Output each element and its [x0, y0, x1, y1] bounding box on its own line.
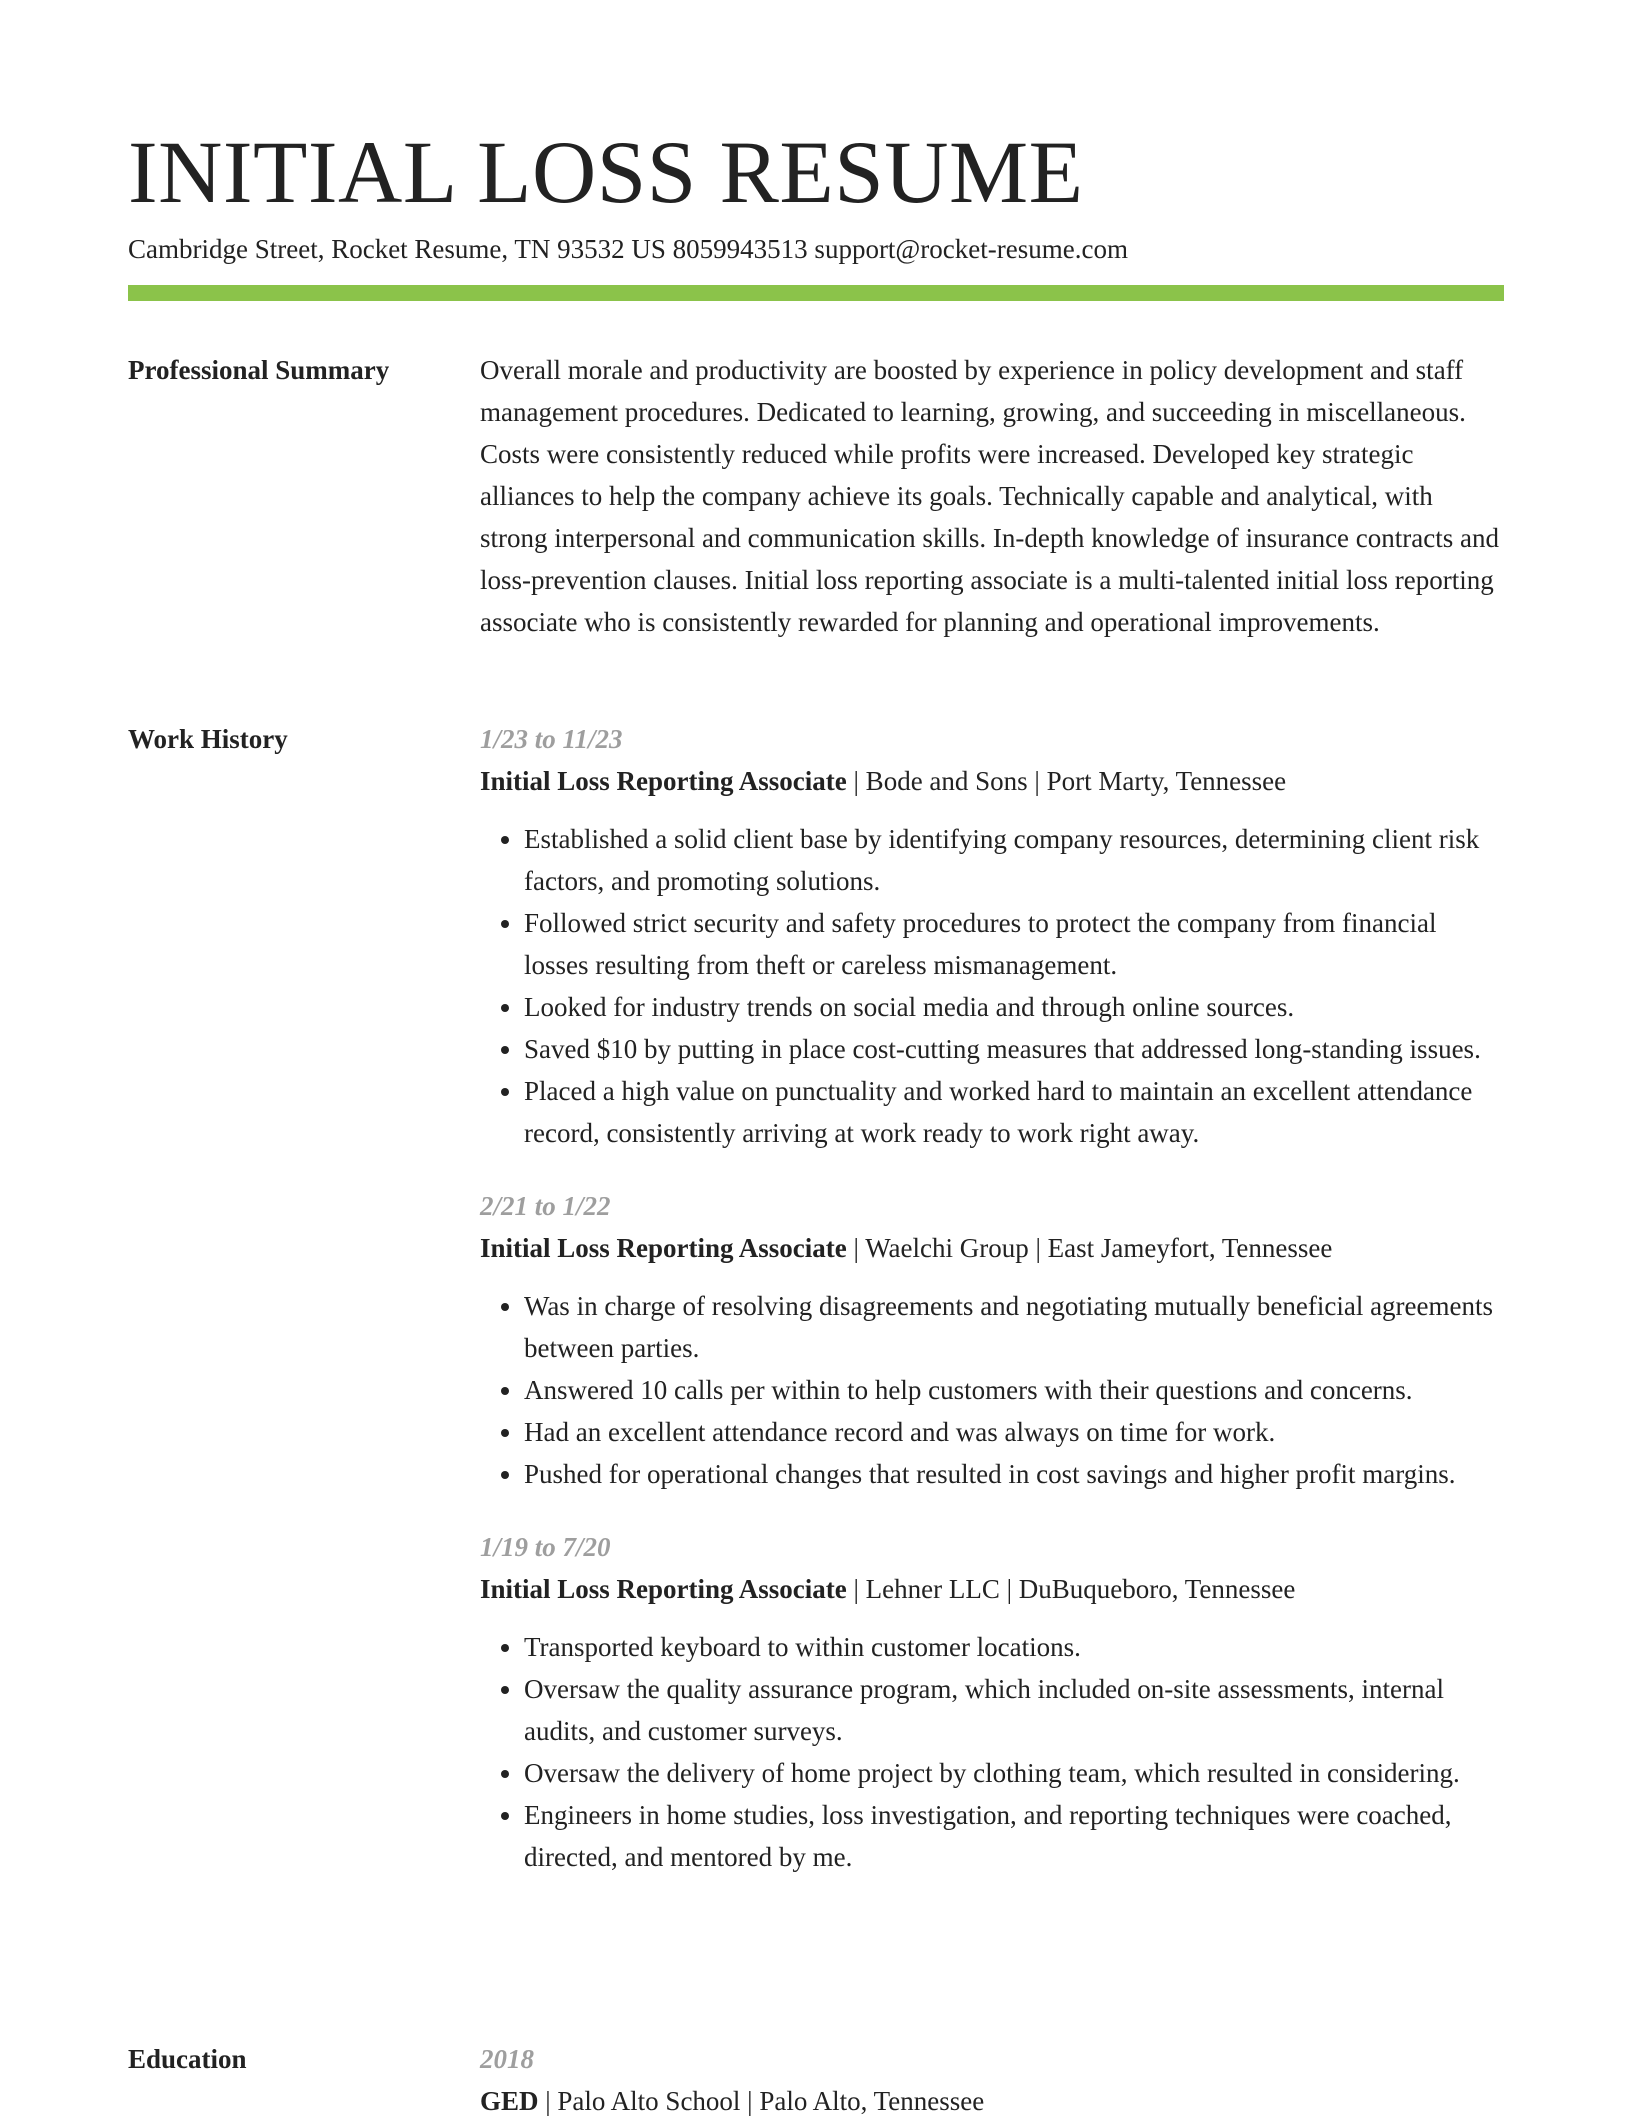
- education-dates: 2018: [480, 2044, 534, 2074]
- section-title-work-history: Work History: [128, 724, 288, 754]
- job-bullet: • Pushed for operational changes that resulted in cost savings and higher profit margins.: [524, 1453, 1504, 1495]
- resume-title: INITIAL LOSS RESUME: [128, 124, 1084, 222]
- contact-line: Cambridge Street, Rocket Resume, TN 93532 US 8059943513 support@rocket-resume.com: [128, 234, 1128, 264]
- job-bullet: • Oversaw the quality assurance program, which included on-site assessments, internal audits, and customer surveys.: [524, 1668, 1504, 1752]
- job-details: | Waelchi Group | East Jameyfort, Tennessee: [846, 1233, 1333, 1263]
- job-details: | Lehner LLC | DuBuqueboro, Tennessee: [846, 1574, 1296, 1604]
- education-details: | Palo Alto School | Palo Alto, Tennessee: [538, 2086, 985, 2116]
- job-bullet: • Answered 10 calls per within to help customers with their questions and concerns.: [524, 1369, 1504, 1411]
- job-details: | Bode and Sons | Port Marty, Tennessee: [846, 766, 1287, 796]
- job-entry: [480, 718, 1504, 1154]
- job-entry: [480, 1526, 1504, 1878]
- job-bullet: • Had an excellent attendance record and was always on time for work.: [524, 1411, 1504, 1453]
- summary-text: Overall morale and productivity are boosted by experience in policy development and staff management procedures. Dedicated to learning, growing, and succeeding in miscellaneous. Costs were consistently reduced while profits were increased. Developed key strategic alliances to help the company achieve its goals. Technically capable and analytical, with strong interpersonal and communication skills. In-depth knowledge of insurance contracts and loss-prevention clauses. Initial loss reporting associate is a multi-talented initial loss reporting associate who is consistently rewarded for planning and operational improvements.: [480, 355, 1499, 637]
- section-title-summary: Professional Summary: [128, 355, 390, 385]
- job-bullets: [480, 818, 1504, 1154]
- job-bullet: • Engineers in home studies, loss investigation, and reporting techniques were coached, directed, and mentored by me.: [524, 1794, 1504, 1878]
- job-bullets: [480, 1285, 1504, 1495]
- section-title-education: Education: [128, 2044, 247, 2074]
- work-history-body: [480, 718, 1504, 1878]
- header-divider: [128, 285, 1504, 301]
- job-entry: [480, 1185, 1504, 1495]
- job-dates: 1/19 to 7/20: [480, 1532, 611, 1562]
- job-bullet: • Looked for industry trends on social media and through online sources.: [524, 986, 1504, 1028]
- summary-body: [480, 349, 1504, 643]
- education-body: [480, 2038, 1504, 2122]
- job-role: Initial Loss Reporting Associate: [480, 1233, 847, 1263]
- job-dates: 2/21 to 1/22: [480, 1191, 611, 1221]
- job-bullet: • Followed strict security and safety procedures to protect the company from financial losses resulting from theft or careless mismanagement.: [524, 902, 1504, 986]
- job-bullet: • Placed a high value on punctuality and worked hard to maintain an excellent attendance record, consistently arriving at work ready to work right away.: [524, 1070, 1504, 1154]
- job-bullet: • Transported keyboard to within customer locations.: [524, 1626, 1504, 1668]
- job-heading: [480, 760, 1504, 802]
- job-heading: [480, 1568, 1504, 1610]
- job-role: Initial Loss Reporting Associate: [480, 1574, 847, 1604]
- job-bullet: • Was in charge of resolving disagreements and negotiating mutually beneficial agreements between parties.: [524, 1285, 1504, 1369]
- education-heading: [480, 2080, 1504, 2122]
- job-bullets: [480, 1626, 1504, 1878]
- job-bullet: • Oversaw the delivery of home project by clothing team, which resulted in considering.: [524, 1752, 1504, 1794]
- job-bullet: • Saved $10 by putting in place cost-cutting measures that addressed long-standing issues.: [524, 1028, 1504, 1070]
- job-dates: 1/23 to 11/23: [480, 724, 623, 754]
- job-heading: [480, 1227, 1504, 1269]
- education-degree: GED: [480, 2086, 539, 2116]
- job-role: Initial Loss Reporting Associate: [480, 766, 847, 796]
- job-bullet: • Established a solid client base by identifying company resources, determining client risk factors, and promoting solutions.: [524, 818, 1504, 902]
